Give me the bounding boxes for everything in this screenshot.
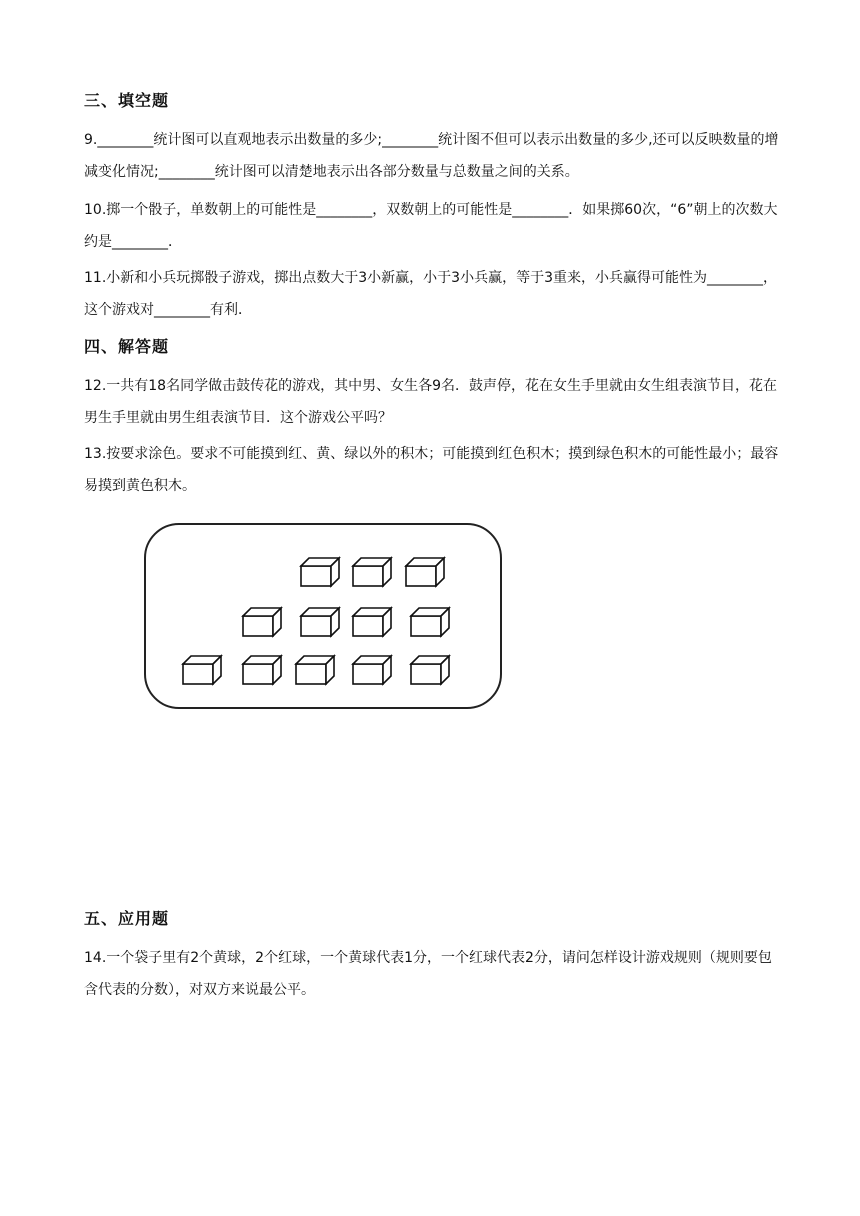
block-icon (296, 656, 334, 684)
block-icon (243, 608, 281, 636)
question-11: 11.小新和小兵玩掷骰子游戏，掷出点数大于3小新赢，小于3小兵赢，等于3重来，小兵赢得可能性为________，这个游戏对________有利． (84, 270, 777, 318)
question-10: 10.掷一个骰子，单数朝上的可能性是________，双数朝上的可能性是________．如果掷60次，“6”朝上的次数大约是________． (84, 202, 778, 250)
block-icon (411, 656, 449, 684)
block-icon (183, 656, 221, 684)
block-icon (411, 608, 449, 636)
block-icon (406, 558, 444, 586)
question-12: 12.一共有18名同学做击鼓传花的游戏，其中男、女生各9名．鼓声停，花在女生手里就由女生组表演节目，花在男生手里就由男生组表演节目．这个游戏公平吗？ (84, 378, 777, 426)
blocks-figure (143, 522, 505, 716)
block-icon (301, 608, 339, 636)
section-heading-fill-blank: 三、填空题 (84, 91, 170, 110)
block-icon (243, 656, 281, 684)
question-9: 9.________统计图可以直观地表示出数量的多少;________统计图不但可以表示出数量的多少,还可以反映数量的增减变化情况;________统计图可以清楚地表示出各部分数量与总数量之间的关系。 (84, 132, 779, 180)
question-13: 13.按要求涂色。要求不可能摸到红、黄、绿以外的积木；可能摸到红色积木；摸到绿色积木的可能性最小；最容易摸到黄色积木。 (84, 446, 779, 494)
blocks-container (143, 522, 505, 712)
block-icon (353, 656, 391, 684)
section-heading-application: 五、应用题 (84, 909, 170, 928)
section-heading-answer: 四、解答题 (84, 337, 170, 356)
block-icon (353, 608, 391, 636)
block-icon (301, 558, 339, 586)
question-14: 14.一个袋子里有2个黄球，2个红球，一个黄球代表1分，一个红球代表2分，请问怎样设计游戏规则（规则要包含代表的分数），对双方来说最公平。 (84, 950, 772, 998)
block-icon (353, 558, 391, 586)
